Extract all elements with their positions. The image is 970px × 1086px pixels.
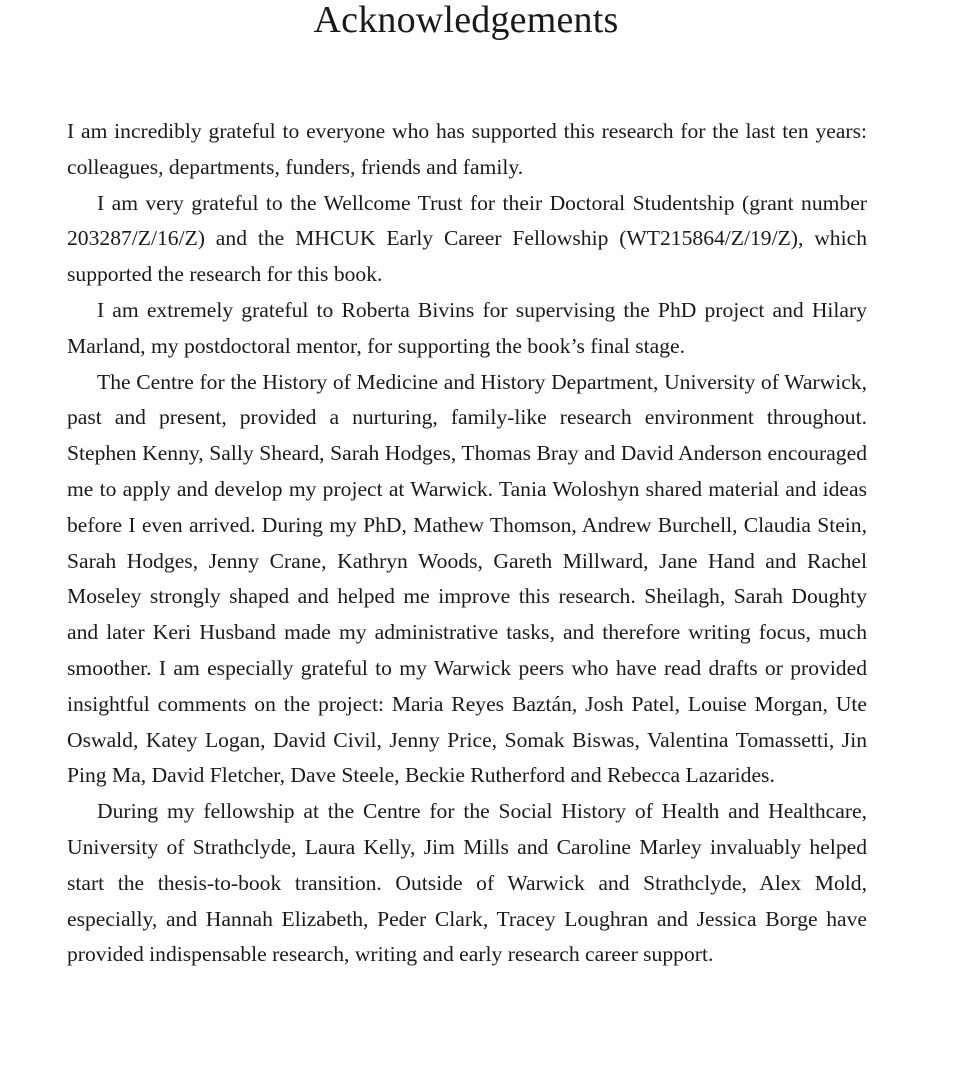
paragraph-4: The Centre for the History of Medicine and History Department, University of Warwick, past and present, provided a nurturing, family-like research environment throughout. Stephen Kenny, Sally Sheard, Sarah Hodges, Thomas Bray and David Anderson encouraged me to apply and develop my project at Warwick. Tania Woloshyn shared material and ideas before I even arrived. During my PhD, Mathew Thomson, Andrew Burchell, Claudia Stein, Sarah Hodges, Jenny Crane, Kathryn Woods, Gareth Millward, Jane Hand and Rachel Moseley strongly shaped and helped me improve this research. Sheilagh, Sarah Doughty and later Keri Husband made my administrative tasks, and therefore writing focus, much smoother. I am especially grateful to my Warwick peers who have read drafts or provided insightful comments on the project: Maria Reyes Baztán, Josh Patel, Louise Morgan, Ute Oswald, Katey Logan, David Civil, Jenny Price, Somak Biswas, Valentina Tomassetti, Jin Ping Ma, David Fletcher, Dave Steele, Beckie Rutherford and Rebecca Lazarides.	[67, 369, 867, 788]
paragraph-2: I am very grateful to the Wellcome Trust for their Doctoral Studentship (grant number 203287/Z/16/Z) and the MHCUK Early Career Fellowship (WT215864/Z/19/Z), which supported the research for this book.	[67, 190, 867, 287]
paragraph-5: During my fellowship at the Centre for the Social History of Health and Healthcare, University of Strathclyde, Laura Kelly, Jim Mills and Caroline Marley invaluably helped start the thesis-to-book transition. Outside of Warwick and Strathclyde, Alex Mold, especially, and Hannah Elizabeth, Peder Clark, Tracey Loughran and Jessica Borge have provided indispensable research, writing and early research career support.	[67, 799, 867, 967]
paragraph-1: I am incredibly grateful to everyone who has supported this research for the last ten years: colleagues, departments, funders, friends and family.	[67, 119, 867, 179]
page-title: Acknowledgements	[313, 0, 619, 41]
paragraph-3: I am extremely grateful to Roberta Bivins for supervising the PhD project and Hilary Marland, my postdoctoral mentor, for supporting the book’s final stage.	[67, 297, 867, 358]
acknowledgements-body	[67, 114, 867, 973]
